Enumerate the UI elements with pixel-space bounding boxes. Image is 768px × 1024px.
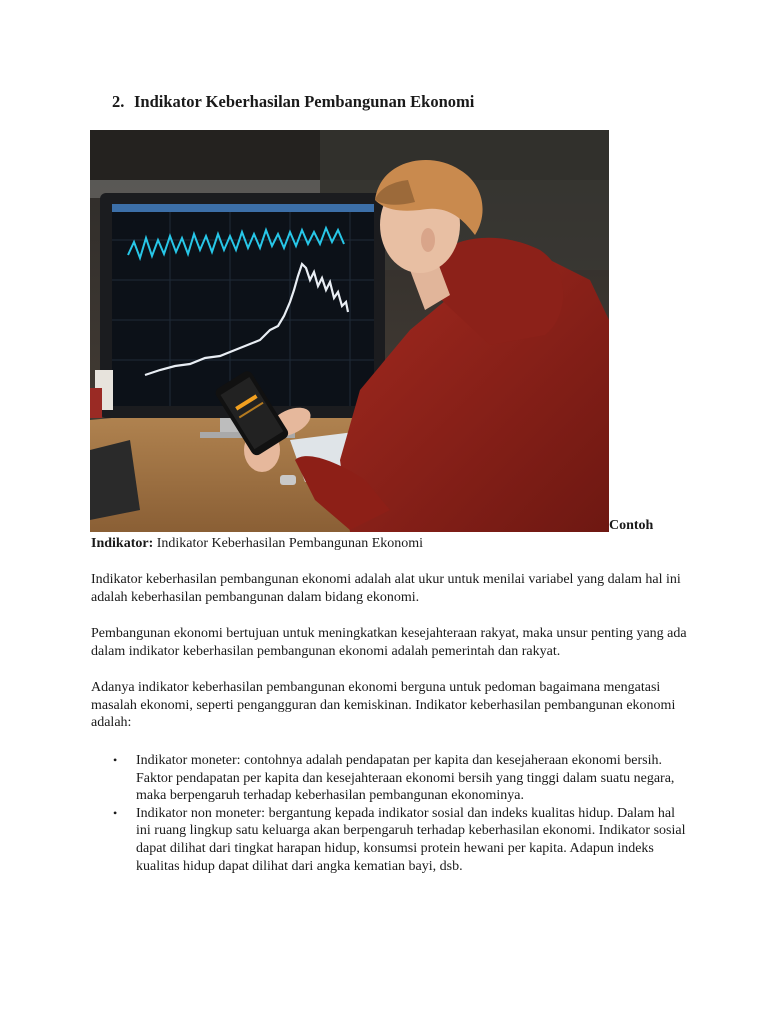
list-item-text: Indikator moneter: contohnya adalah pendapatan per kapita dan kesejaheraan ekonomi bersih. Faktor pendapatan per kapita dan kesejahteraan ekonomi bersih yang tinggi dalam suatu negara, maka berpengaruh terhadap keberhasilan pembangunan ekonominya. bbox=[136, 753, 675, 804]
bullet-marker: • bbox=[113, 753, 118, 767]
figure-caption-lead: Contoh bbox=[609, 518, 654, 533]
section-number: 2. bbox=[112, 92, 125, 111]
bullet-marker: • bbox=[113, 805, 118, 820]
section-title: Indikator Keberhasilan Pembangunan Ekonomi bbox=[134, 92, 475, 111]
paragraph-purpose: Pembangunan ekonomi bertujuan untuk meningkatkan kesejahteraan rakyat, maka unsur penting yang ada dalam indikator keberhasilan pembangunan ekonomi adalah pemerintah dan rakyat. bbox=[91, 626, 687, 659]
paragraph-definition: Indikator keberhasilan pembangunan ekonomi adalah alat ukur untuk menilai variabel yang dalam hal ini adalah keberhasilan pembangunan dalam bidang ekonomi. bbox=[91, 572, 681, 605]
list-item bbox=[91, 805, 691, 875]
paragraph-usage: Adanya indikator keberhasilan pembangunan ekonomi berguna untuk pedoman bagaimana mengatasi masalah ekonomi, seperti pengangguran dan kemiskinan. Indikator keberhasilan pembangunan ekonomi adalah: bbox=[91, 680, 676, 730]
stock-chart-photo bbox=[90, 130, 609, 532]
list-item bbox=[91, 752, 691, 805]
figure-caption bbox=[91, 536, 423, 552]
indicator-list bbox=[91, 752, 691, 875]
figure-caption-text: Indikator Keberhasilan Pembangunan Ekonomi bbox=[153, 536, 424, 551]
section-heading bbox=[112, 92, 474, 112]
list-item-text: Indikator non moneter: bergantung kepada indikator sosial dan indeks kualitas hidup. Dalam hal ini ruang lingkup satu keluarga akan berpengaruh terhadap keberhasilan ekonomi. Indikator sosial dapat dilihat dari tingkat harapan hidup, konsumsi protein hewani per kapita. Adapun indeks kualitas hidup dapat dilihat dari angka kematian bayi, dsb. bbox=[136, 805, 686, 874]
figure-caption-label: Indikator: bbox=[91, 536, 154, 551]
